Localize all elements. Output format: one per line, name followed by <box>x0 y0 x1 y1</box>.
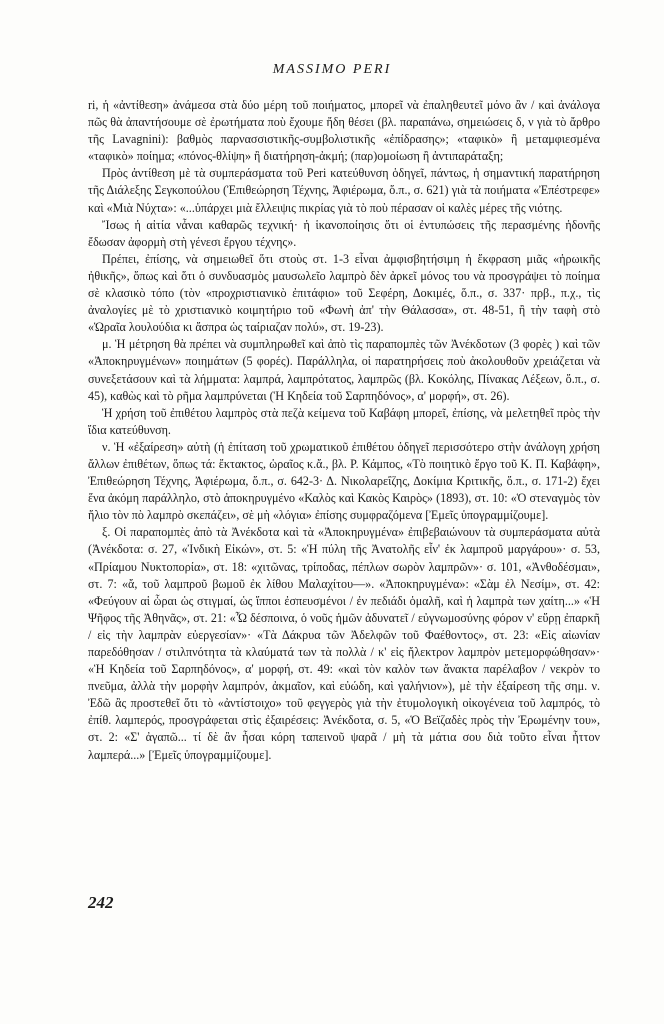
body-text <box>88 97 600 764</box>
paragraph: μ. Ἡ μέτρηση θὰ πρέπει νὰ συμπληρωθεῖ καὶ ἀπὸ τὶς παραπομπὲς τῶν Ἀνέκδοτων (3 φορὲς ) καὶ τῶν «Ἀποκηρυγμένων» ποιημάτων (5 φορές). Παράλληλα, οἱ παρατηρήσεις ποὺ ἀκολουθοῦν χρειάζεται νὰ συνεξετάσουν καὶ τὰ λήμματα: λαμπρά, λαμπρότατος, λαμπρῶς (βλ. Κοκόλης, Πίνακας Λέξεων, ὅ.π., σ. 45), καθὼς καὶ τὸ ρῆμα λαμπρύνεται (Ἡ Κηδεία τοῦ Σαρπηδόνος», α' μορφή», στ. 26). <box>88 337 600 403</box>
page-number: 242 <box>88 893 114 912</box>
paragraph: ri, ἡ «ἀντίθεση» ἀνάμεσα στὰ δύο μέρη τοῦ ποιήματος, μπορεῖ νὰ ἐπαληθευτεῖ μόνο ἂν / καὶ ἀνάλογα πῶς θὰ ἀπαντήσουμε σὲ ἐρωτήματα ποὺ ἔχουμε ἤδη θέσει (βλ. παραπάνω, σημειώσεις δ, ν γιὰ τὸ ἄρθρο τῆς Lavagnini): βαθμὸς παρνασσιστικῆς-συμβολιστικῆς «ἐπίδρασης»; «ταφικὸ» ἢ μεταμφιεσμένα «ταφικὸ» ποίημα; «πόνος-θλίψη» ἢ διατήρηση-ἀκμή; (παρ)ομοίωση ἢ ἀντιπαράταξη; <box>88 98 600 164</box>
running-head: MASSIMO PERI <box>272 62 392 77</box>
paragraph: Πρὸς ἀντίθεση μὲ τὰ συμπεράσματα τοῦ Peri κατεύθυνση ὁδηγεῖ, πάντως, ἡ σημαντική παρατήρηση τῆς Διάλεξης Σεγκοπούλου (Ἐπιθεώρηση Τέχνης, Ἀφιέρωμα, ὅ.π., σ. 621) γιὰ τὰ ποιήματα «Ἐπέστρεφε» καὶ «Μιὰ Νύχτα»: «...ὑπάρχει μιὰ ἔλλειψις πικρίας γιὰ τὸ ποὺ πέρασαν οἱ καλὲς μέρες τῆς νιότης. <box>88 166 600 215</box>
paragraph: ν. Ἡ «ἐξαίρεση» αὐτὴ (ἡ ἐπίταση τοῦ χρωματικοῦ ἐπιθέτου ὁδηγεῖ περισσότερο στὴν ἀνάλογη χρήση ἄλλων ἐπιθέτων, ὅπως τά: ἔκτακτος, ὡραῖος κ.ἄ., βλ. Ρ. Κάμπος, «Τὸ ποιητικὸ ἔργο τοῦ Κ. Π. Καβάφη», Ἐπιθεώρηση Τέχνης, Ἀφιέρωμα, ὅ.π., σ. 642-3· Δ. Νικολαρεΐζης, Δοκίμια Κριτικῆς, ὅ.π., σ. 171-2) ἔχει ἕνα ἀκόμη παράλληλο, στὸ ἀποκηρυγμένο «Καλὸς καὶ Κακὸς Καιρὸς» (1893), στ. 10: «Ὁ στεναγμὸς τὸν ἥλιο τὸν πὸ λαμπρὸ σκεπάζει», σὲ μὴ «λόγια» ἐπίσης συμφραζόμενα [Ἐμεῖς ὑπογραμμίζουμε]. <box>88 439 600 523</box>
paragraph: Ἴσως ἡ αἰτία νἆναι καθαρῶς τεχνική· ἡ ἱκανοποίησις ὅτι οἱ ἐντυπώσεις τῆς περασμένης ἡδονῆς ἔδωσαν ἀφορμὴ στὴ γένεσι ἔργου τέχνης». <box>88 217 600 249</box>
paragraph: ξ. Οἱ παραπομπὲς ἀπὸ τὰ Ἀνέκδοτα καὶ τὰ «Ἀποκηρυγμένα» ἐπιβεβαιώνουν τὰ συμπεράσματα αὐτὰ (Ἀνέκδοτα: σ. 27, «Ἰνδικὴ Εἰκών», στ. 5: «Ἡ πύλη τῆς Ἀνατολῆς εἶν' ἐκ λαμπροῦ μαργάρου»· σ. 53, «Πρίαμου Νυκτοπορία», στ. 18: «χιτῶνας, τρίποδας, πέπλων σωρὸν λαμπρῶν»· σ. 101, «Ἀνθοδέσμαι», στ. 7: «ἄ, τοῦ λαμπροῦ βωμοῦ ἐκ λίθου Μαλαχίτου—». «Ἀποκηρυγμένα»: «Σὰμ ἐλ Νεσίμ», στ. 42: «Φεύγουν αἱ ὧραι ὡς στιγμαί, ὡς ἵπποι ἐσπευσμένοι / ἐν πεδιάδι ὁμαλῆ, καὶ ἡ λαμπρὰ των χαίτη...» «Ἡ Ψῆφος τῆς Ἀθηνᾶς», στ. 21: «Ὦ δέσποινα, ὁ νοῦς ἡμῶν ἀδυνατεῖ / εὐγνωμοσύνης φόρον ν' εὕρῃ ἐπαρκῆ / εἰς τὴν λαμπρὰν εὐεργεσίαν»· «Τὰ Δάκρυα τῶν Ἀδελφῶν τοῦ Φαέθοντος», στ. 23: «Εἰς αἰωνίαν παρεδόθησαν / στιλπνότητα τὰ κλαύματά των τὰ πολλὰ / κ' εἰς ἤλεκτρον λαμπρὸν μετεμορφώθησαν»· «Ἡ Κηδεία τοῦ Σαρπηδόνος», α' μορφή, στ. 49: «καὶ τὸν καλὸν των ἄνακτα παρέλαβον / νεκρὸν το πνεῦμα, ἀλλὰ τὴν μορφὴν λαμπρόν, ἀκμαῖον, καὶ εὐώδη, καὶ γαλήνιον»), μὲ τὴν ἐξαίρεση τῆς σημ. ν. Ἐδῶ ἂς προστεθεῖ ὅτι τὸ «ἀντίστοιχο» τοῦ φεγγερὸς γιὰ τὴν ἐτυμολογικὴ οἰκογένεια τοῦ λαμπρός, τὸ ἐπίθ. λαμπερός, προσγράφεται στὶς ἐξαιρέσεις: Ἀνέκδοτα, σ. 5, «Ὁ Βεϊζαδὲς πρὸς τὴν Ἐρωμένην του», στ. 2: «Σ' ἀγαπῶ... τί δὲ ἂν ἦσαι κόρη ταπεινοῦ ψαρᾶ / μὴ τὰ μάτια σου διὰ τοῦτο εἶναι ἧττον λαμπερά...» [Ἐμεῖς ὑπογραμμίζουμε]. <box>88 525 600 762</box>
paragraph: Πρέπει, ἐπίσης, νὰ σημειωθεῖ ὅτι στοὺς στ. 1-3 εἶναι ἀμφισβητήσιμη ἡ ἔκφραση μιᾶς «ἡρωικῆς ἠθικῆς», ὅπως καὶ ὅτι ὁ συνδυασμὸς μαυσωλεῖο λαμπρὸ δὲν ἀρκεῖ μόνος του νὰ προσγράψει τὸ ποίημα σὲ κλασικὸ τόπο (τὸν «προχριστιανικὸ ἐπιτάφιο» τοῦ Σεφέρη, Δοκιμές, ὅ.π., σ. 337· πρβ., π.χ., τὶς ἀναλογίες μὲ τὸ χριστιανικὸ κοιμητήριο τοῦ «Φωνὴ ἀπ' τὴν Θάλασσα», στ. 48-51, ἢ τὴν ταφὴ στὸ «Ὡραῖα λουλούδια κι ἄσπρα ὡς ταίριαζαν πολύ», στ. 19-23). <box>88 251 600 335</box>
paragraph: Ἡ χρήση τοῦ ἐπιθέτου λαμπρὸς στὰ πεζὰ κείμενα τοῦ Καβάφη μπορεῖ, ἐπίσης, νὰ μελετηθεῖ πρὸς τὴν ἴδια κατεύθυνση. <box>88 405 600 437</box>
